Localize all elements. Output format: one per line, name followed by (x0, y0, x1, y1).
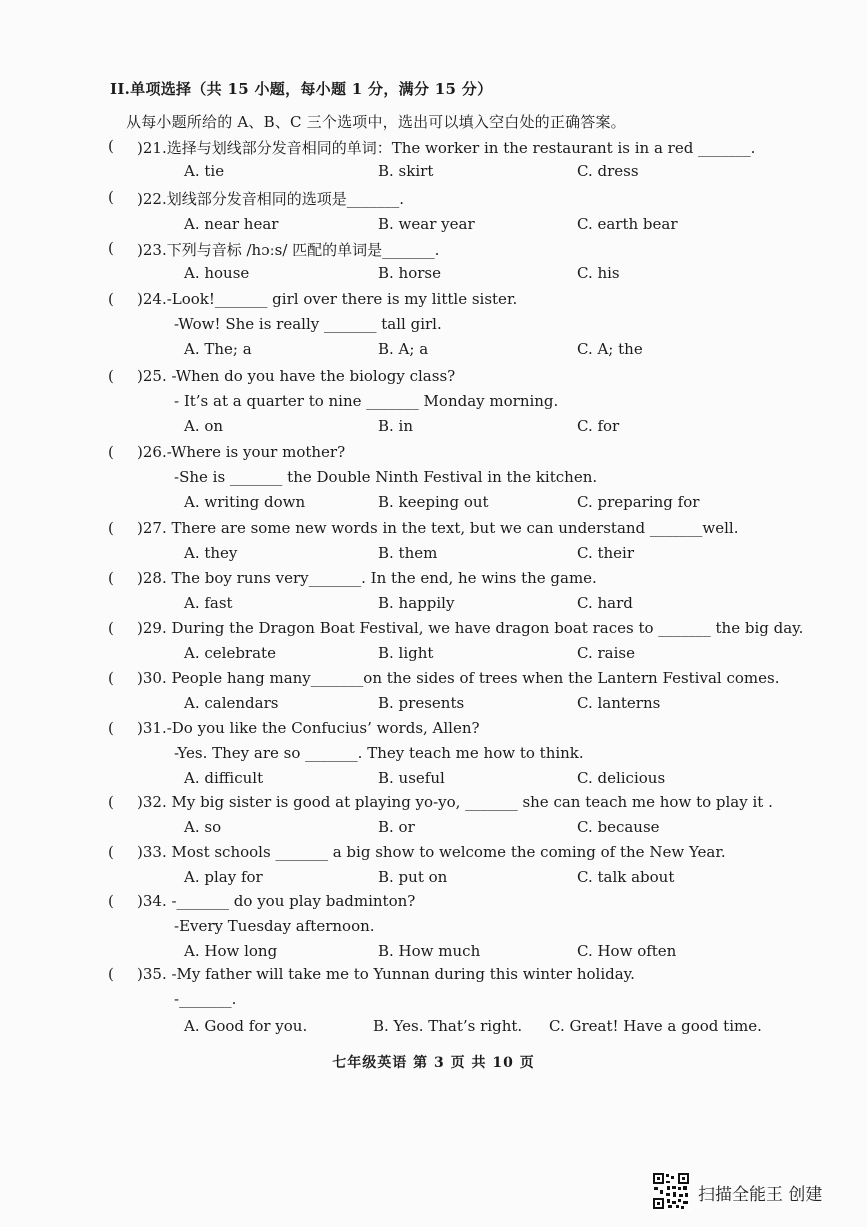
answer-bracket[interactable]: ( (108, 569, 114, 587)
option-c: C. their (577, 544, 635, 562)
section-instruction: 从每小题所给的 A、B、C 三个选项中，选出可以填入空白处的正确答案。 (126, 113, 626, 131)
answer-bracket[interactable]: ( (108, 188, 114, 206)
question-25 (0, 367, 867, 442)
option-c: C. talk about (577, 868, 675, 886)
option-c: C. lanterns (577, 694, 661, 712)
answer-bracket[interactable]: ( (108, 669, 114, 687)
option-a: A. difficult (184, 769, 264, 787)
option-b: B. light (378, 644, 434, 662)
scanner-watermark (652, 1170, 852, 1214)
answer-bracket[interactable]: ( (108, 843, 114, 861)
answer-bracket[interactable]: ( (108, 137, 114, 155)
question-stem: )23.下列与音标 /hɔːs/ 匹配的单词是_______. (137, 241, 440, 259)
answer-bracket[interactable]: ( (108, 290, 114, 308)
question-stem: )25. -When do you have the biology class? (137, 367, 456, 385)
option-a: A. on (184, 417, 224, 435)
question-stem: )21.选择与划线部分发音相同的单词：The worker in the restaurant is in a red _______. (137, 139, 756, 157)
option-a: A. celebrate (184, 644, 276, 662)
option-a: A. writing down (184, 493, 306, 511)
question-26 (0, 443, 867, 518)
option-a: A. near hear (184, 215, 279, 233)
question-stem: )31.-Do you like the Confucius’ words, Allen? (137, 719, 480, 737)
option-b: B. Yes. That’s right. (373, 1017, 523, 1035)
option-b: B. presents (378, 694, 465, 712)
option-a: A. play for (184, 868, 263, 886)
question-24 (0, 290, 867, 365)
option-b: B. skirt (378, 162, 434, 180)
question-stem: )22.划线部分发音相同的选项是_______. (137, 190, 404, 208)
answer-bracket[interactable]: ( (108, 892, 114, 910)
question-21 (0, 137, 867, 187)
question-32 (0, 793, 867, 843)
option-b: B. keeping out (378, 493, 489, 511)
option-c: C. delicious (577, 769, 666, 787)
option-c: C. preparing for (577, 493, 700, 511)
option-c: C. for (577, 417, 620, 435)
question-stem: )27. There are some new words in the text, but we can understand _______well. (137, 519, 739, 537)
option-b: B. happily (378, 594, 455, 612)
option-c: C. A; the (577, 340, 643, 358)
answer-bracket[interactable]: ( (108, 367, 114, 385)
question-31 (0, 719, 867, 794)
question-stem: )30. People hang many_______on the sides of trees when the Lantern Festival comes. (137, 669, 780, 687)
option-a: A. calendars (184, 694, 279, 712)
question-28 (0, 569, 867, 619)
option-b: B. them (378, 544, 438, 562)
option-b: B. or (378, 818, 415, 836)
section-title: II.单项选择（共 15 小题，每小题 1 分，满分 15 分） (110, 80, 493, 98)
question-stem: )29. During the Dragon Boat Festival, we have dragon boat races to _______ the big day. (137, 619, 804, 637)
option-b: B. horse (378, 264, 441, 282)
question-reply: -Yes. They are so _______. They teach me how to think. (174, 744, 584, 762)
option-a: A. The; a (184, 340, 252, 358)
page-footer: 七年级英语 第 3 页 共 10 页 (332, 1055, 535, 1071)
option-c: C. his (577, 264, 620, 282)
option-c: C. Great! Have a good time. (549, 1017, 762, 1035)
question-30 (0, 669, 867, 719)
option-b: B. put on (378, 868, 448, 886)
option-c: C. raise (577, 644, 635, 662)
option-a: A. house (184, 264, 250, 282)
qr-code-icon (652, 1172, 690, 1210)
question-33 (0, 843, 867, 893)
option-b: B. in (378, 417, 414, 435)
watermark-text: 扫描全能王 创建 (698, 1185, 823, 1205)
option-b: B. wear year (378, 215, 475, 233)
question-23 (0, 239, 867, 289)
question-27 (0, 519, 867, 569)
option-a: A. tie (184, 162, 225, 180)
question-29 (0, 619, 867, 669)
answer-bracket[interactable]: ( (108, 619, 114, 637)
question-22 (0, 188, 867, 240)
question-stem: )24.-Look!_______ girl over there is my little sister. (137, 290, 518, 308)
answer-bracket[interactable]: ( (108, 443, 114, 461)
option-b: B. A; a (378, 340, 429, 358)
question-34 (0, 892, 867, 967)
question-stem: )34. -_______ do you play badminton? (137, 892, 416, 910)
option-a: A. Good for you. (184, 1017, 308, 1035)
option-a: A. so (184, 818, 222, 836)
answer-bracket[interactable]: ( (108, 519, 114, 537)
question-reply: -Wow! She is really _______ tall girl. (174, 315, 442, 333)
option-c: C. hard (577, 594, 633, 612)
option-a: A. How long (184, 942, 278, 960)
question-stem: )35. -My father will take me to Yunnan during this winter holiday. (137, 965, 635, 983)
option-c: C. earth bear (577, 215, 678, 233)
question-reply: -She is _______ the Double Ninth Festival in the kitchen. (174, 468, 598, 486)
option-b: B. useful (378, 769, 445, 787)
question-reply: -Every Tuesday afternoon. (174, 917, 375, 935)
answer-bracket[interactable]: ( (108, 965, 114, 983)
option-b: B. How much (378, 942, 481, 960)
question-stem: )33. Most schools _______ a big show to welcome the coming of the New Year. (137, 843, 726, 861)
answer-bracket[interactable]: ( (108, 719, 114, 737)
option-c: C. dress (577, 162, 639, 180)
answer-bracket[interactable]: ( (108, 239, 114, 257)
answer-bracket[interactable]: ( (108, 793, 114, 811)
option-c: C. How often (577, 942, 677, 960)
question-stem: )26.-Where is your mother? (137, 443, 346, 461)
question-35 (0, 965, 867, 1042)
question-reply: -_______. (174, 990, 237, 1008)
option-c: C. because (577, 818, 660, 836)
option-a: A. they (184, 544, 238, 562)
question-stem: )32. My big sister is good at playing yo-yo, _______ she can teach me how to play it . (137, 793, 773, 811)
option-a: A. fast (184, 594, 233, 612)
question-stem: )28. The boy runs very_______. In the end, he wins the game. (137, 569, 597, 587)
question-reply: - It’s at a quarter to nine _______ Monday morning. (174, 392, 559, 410)
